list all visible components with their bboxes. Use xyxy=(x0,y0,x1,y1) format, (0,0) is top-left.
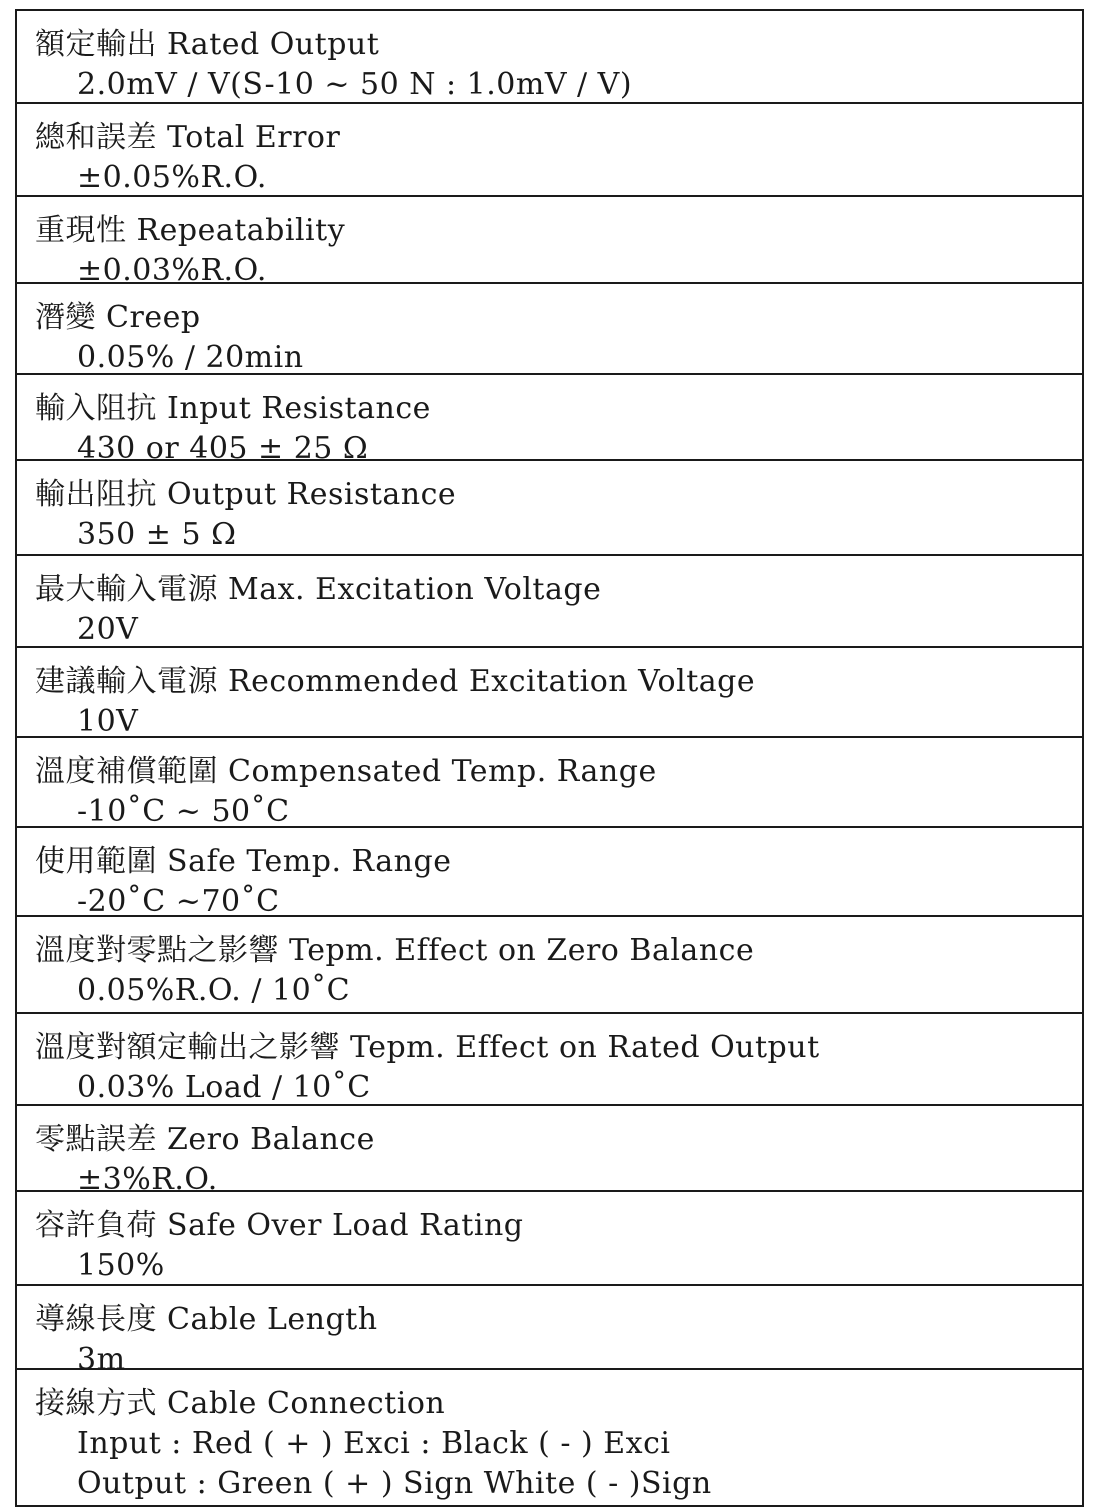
spec-value: 430 or 405 ± 25 Ω xyxy=(77,431,369,459)
spec-label: 總和誤差 Total Error xyxy=(35,120,341,155)
spec-label: 重現性 Repeatability xyxy=(35,213,346,248)
spec-value: 150% xyxy=(77,1248,165,1283)
spec-label: 使用範圍 Safe Temp. Range xyxy=(35,844,452,879)
spec-value: ±0.05%R.O. xyxy=(77,160,267,195)
spec-value: 20V xyxy=(77,612,139,646)
spec-value: 10V xyxy=(77,704,139,736)
spec-row xyxy=(17,554,1082,646)
spec-label: 接線方式 Cable Connection xyxy=(35,1386,446,1421)
spec-row xyxy=(17,102,1082,195)
spec-label: 建議輸入電源 Recommended Excitation Voltage xyxy=(35,664,756,699)
spec-row xyxy=(17,1368,1082,1505)
spec-label: 溫度補償範圍 Compensated Temp. Range xyxy=(35,754,657,789)
spec-row xyxy=(17,373,1082,459)
spec-row xyxy=(17,646,1082,736)
spec-value: Input : Red ( + ) Exci : Black ( - ) Exci xyxy=(77,1426,671,1461)
spec-label: 溫度對額定輸出之影響 Tepm. Effect on Rated Output xyxy=(35,1030,820,1065)
spec-label: 導線長度 Cable Length xyxy=(35,1302,378,1337)
spec-label: 額定輸出 Rated Output xyxy=(35,27,380,62)
spec-row xyxy=(17,459,1082,554)
spec-value: 2.0mV / V(S-10 ~ 50 N : 1.0mV / V) xyxy=(77,67,633,102)
spec-value: -20˚C ~70˚C xyxy=(77,884,280,915)
spec-value: -10˚C ~ 50˚C xyxy=(77,794,290,826)
spec-label: 溫度對零點之影響 Tepm. Effect on Zero Balance xyxy=(35,933,755,968)
spec-row xyxy=(17,736,1082,826)
spec-value: 3m xyxy=(77,1342,126,1368)
spec-row xyxy=(17,1104,1082,1190)
spec-value: Output : Green ( + ) Sign White ( - )Sign xyxy=(77,1466,712,1501)
spec-value: ±3%R.O. xyxy=(77,1162,218,1190)
spec-label: 輸出阻抗 Output Resistance xyxy=(35,477,457,512)
spec-label: 潛變 Creep xyxy=(35,300,201,335)
spec-row xyxy=(17,1012,1082,1104)
spec-row xyxy=(17,1284,1082,1368)
spec-label: 零點誤差 Zero Balance xyxy=(35,1122,375,1157)
spec-row xyxy=(17,826,1082,915)
spec-label: 容許負荷 Safe Over Load Rating xyxy=(35,1208,524,1243)
spec-value: 0.03% Load / 10˚C xyxy=(77,1070,371,1104)
spec-row xyxy=(17,915,1082,1012)
spec-value: ±0.03%R.O. xyxy=(77,253,267,282)
spec-row xyxy=(17,282,1082,373)
spec-label: 最大輸入電源 Max. Excitation Voltage xyxy=(35,572,602,607)
spec-label: 輸入阻抗 Input Resistance xyxy=(35,391,431,426)
spec-value: 0.05% / 20min xyxy=(77,340,304,373)
spec-row xyxy=(17,195,1082,282)
spec-row xyxy=(17,11,1082,102)
spec-table xyxy=(15,9,1084,1507)
spec-value: 350 ± 5 Ω xyxy=(77,517,237,552)
spec-value: 0.05%R.O. / 10˚C xyxy=(77,973,351,1008)
spec-row xyxy=(17,1190,1082,1284)
